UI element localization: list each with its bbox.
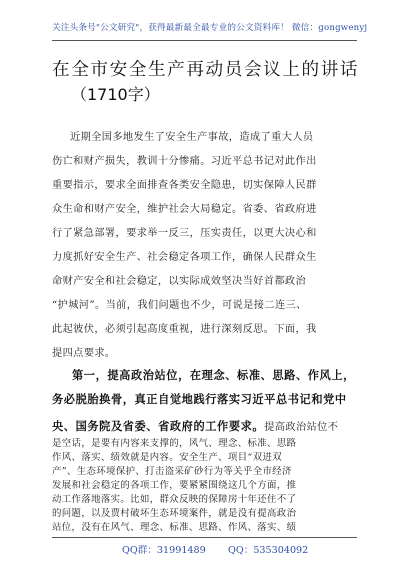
body-line: 站位，没有在风气、理念、标准、思路、作风、落实、绩 bbox=[52, 522, 297, 533]
body-line: 是空话，是要有内容来支撑的，风气、理念、标准、思路 bbox=[52, 438, 297, 449]
body-line: 近期全国多地发生了安全生产事故，造成了重大人员 bbox=[70, 132, 314, 143]
section-heading-line: 央、国务院及省委、省政府的工作要求。 bbox=[52, 420, 265, 433]
body-line: 伤亡和财产损失，教训十分惨痛。习近平总书记对此作出 bbox=[52, 156, 317, 167]
body-line: 重要指示，要求全面排查各类安全隐患，切实保障人民群 bbox=[52, 180, 317, 191]
section-heading-line: 第一，提高政治站位，在理念、标准、思路、作风上， bbox=[72, 369, 355, 382]
page-footer bbox=[52, 537, 357, 562]
body-line: “护城河”。当前，我们问题也不少，可说是接二连三、 bbox=[52, 300, 307, 311]
header-watermark-text: 关注头条号"公文研究"，获得最新最全最专业的公文资料库！ 微信：gongwenyj bbox=[52, 23, 368, 33]
body-line: 提四点要求。 bbox=[52, 348, 116, 359]
body-line: 此起彼伏，必须引起高度重视，进行深刻反思。下面，我 bbox=[52, 324, 317, 335]
document-title: 在全市安全生产再动员会议上的讲话 bbox=[52, 60, 360, 80]
body-line: 力度抓好安全生产、社会稳定各项工作，确保人民群众生 bbox=[52, 252, 317, 263]
body-line: 命财产安全和社会稳定，以实际成效坚决当好首都政治 bbox=[52, 276, 307, 287]
document-word-count: （1710字） bbox=[71, 85, 160, 104]
mixed-line bbox=[52, 415, 357, 434]
body-line: 发展和社会稳定的各项工作，要紧紧围绕这几个方面，推 bbox=[52, 480, 297, 491]
page-header bbox=[52, 18, 368, 41]
body-line: 提高政治站位不 bbox=[264, 422, 339, 433]
section-heading-line: 务必脱胎换骨，真正自觉地践行落实习近平总书记和党中 bbox=[52, 393, 347, 406]
body-line: 众生命和财产安全，维护社会大局稳定。省委、省政府进 bbox=[52, 204, 317, 215]
body-line: 产”、生态环境保护、打击盗采矿砂行为等关乎全市经济 bbox=[52, 466, 292, 477]
body-line: 作风、落实、绩效就是内容。安全生产、项目“双进双 bbox=[52, 452, 283, 463]
body-line: 动工作落地落实。比如，群众反映的保障房十年还住不了 bbox=[52, 494, 297, 505]
body-line: 行了紧急部署，要求举一反三，压实责任，以更大决心和 bbox=[52, 228, 317, 239]
footer-qq-number: QQ：535304092 bbox=[228, 545, 309, 556]
footer-qq-group: QQ群：31991489 bbox=[122, 545, 206, 556]
body-line: 的问题，以及贾村破坏生态环境案件，就是没有提高政治 bbox=[52, 508, 297, 519]
